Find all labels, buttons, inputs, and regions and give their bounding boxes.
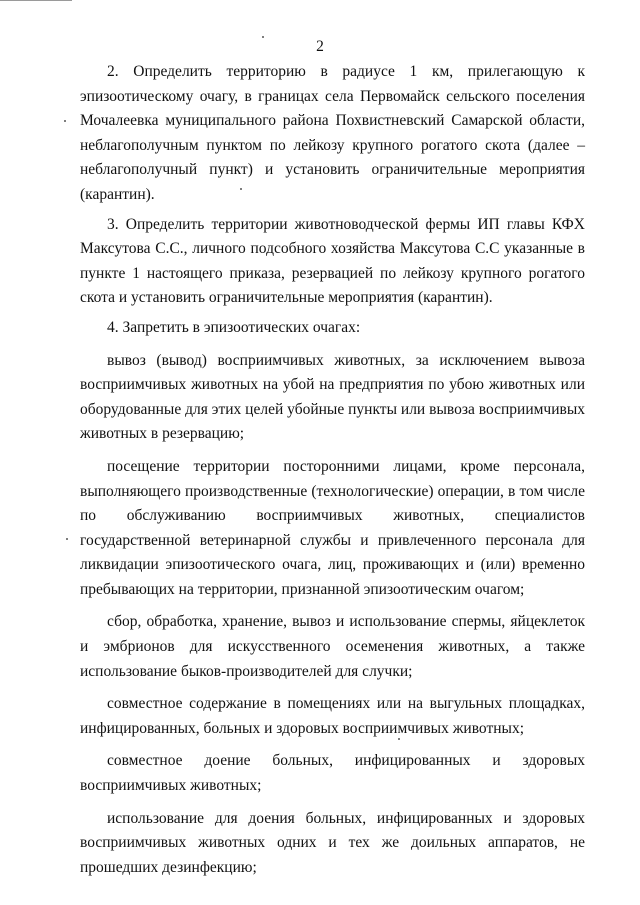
scan-speck	[240, 188, 242, 190]
document-body	[80, 60, 585, 880]
scan-speck	[262, 36, 264, 38]
prohibition-visiting-territory: посещение территории посторонними лицами, кроме персонала, выполняющего производственные (технологические) операции, в том числе по обслуживанию восприимчивых животных, специалистов государственной ветеринарной службы и привлеченного персонала для ликвидации эпизоотического очага, лиц, проживающих и (или) временно пребывающих на территории, признанной эпизоотическим очагом;	[80, 457, 585, 598]
scan-speck	[64, 120, 66, 122]
paragraph-item-3: 3. Определить территории животноводческой фермы ИП главы КФХ Максутова С.С., личного подсобного хозяйства Максутова С.С указанные в пункте 1 настоящего приказа, резервацией по лейкозу крупного рогатого скота и установить ограничительные мероприятия (карантин).	[80, 215, 585, 307]
paragraph-item-4-heading: 4. Запретить в эпизоотических очагах:	[107, 318, 361, 336]
scan-edge-line	[0, 0, 72, 1]
prohibition-milking-equipment: использование для доения больных, инфицированных и здоровых восприимчивых животных одних и тех же доильных аппаратов, не прошедших дезинфекцию;	[80, 809, 585, 876]
prohibition-semen-embryos: сбор, обработка, хранение, вывоз и использование спермы, яйцеклеток и эмбрионов для искусственного осеменения животных, а также использование быков-производителей для случки;	[80, 613, 585, 680]
scan-speck	[66, 538, 68, 540]
scan-speck	[398, 738, 400, 740]
prohibition-joint-keeping: совместное содержание в помещениях или на выгульных площадках, инфицированных, больных и здоровых восприимчивых животных;	[80, 695, 585, 737]
paragraph-item-2: 2. Определить территорию в радиусе 1 км, прилегающую к эпизоотическому очагу, в границах села Первомайск сельского поселения Мочалеевка муниципального района Похвистневский Самарской области, неблагополучным пунктом по лейкозу крупного рогатого скота (далее – неблагополучный пункт) и установить ограничительные мероприятия (карантин).	[80, 63, 585, 203]
prohibition-export-animals: вывоз (вывод) восприимчивых животных, за исключением вывоза восприимчивых животных на убой на предприятия по убою животных или оборудованные для этих целей убойные пункты или вывоза восприимчивых животных в резервацию;	[80, 351, 585, 443]
page-number: 2	[316, 38, 324, 55]
prohibition-joint-milking: совместное доение больных, инфицированных и здоровых восприимчивых животных;	[80, 752, 585, 795]
